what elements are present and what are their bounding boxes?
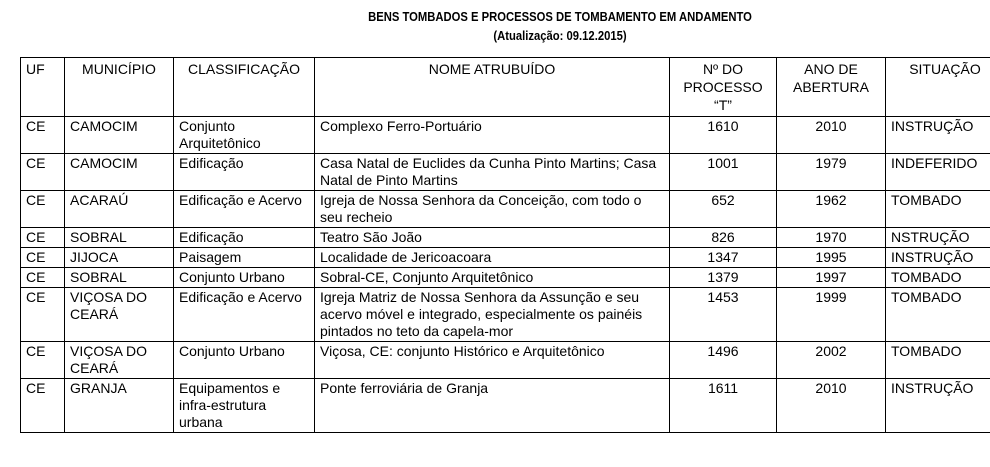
cell-classificacao: Conjunto Urbano xyxy=(174,268,315,288)
cell-nome: Ponte ferroviária de Granja xyxy=(315,379,670,433)
cell-ano: 2002 xyxy=(777,342,886,379)
cell-classificacao: Edificação xyxy=(174,228,315,248)
cell-nome: Sobral-CE, Conjunto Arquitetônico xyxy=(315,268,670,288)
col-header-nome: NOME ATRUBUÍDO xyxy=(315,58,670,117)
cell-municipio: ACARAÚ xyxy=(65,191,174,228)
cell-situacao: TOMBADO xyxy=(886,288,990,342)
cell-classificacao: Edificação e Acervo xyxy=(174,288,315,342)
col-header-municipio: MUNICÍPIO xyxy=(65,58,174,117)
cell-ano: 2010 xyxy=(777,117,886,154)
cell-situacao: INDEFERIDO xyxy=(886,154,990,191)
cell-municipio: VIÇOSA DO CEARÁ xyxy=(65,288,174,342)
cell-situacao: TOMBADO xyxy=(886,191,990,228)
cell-ano: 1997 xyxy=(777,268,886,288)
cell-classificacao: Equipamentos e infra-estrutura urbana xyxy=(174,379,315,433)
cell-processo: 1496 xyxy=(670,342,777,379)
table-row xyxy=(21,288,990,342)
cell-nome: Igreja de Nossa Senhora da Conceição, com todo o seu recheio xyxy=(315,191,670,228)
table-row xyxy=(21,248,990,268)
table-row xyxy=(21,191,990,228)
heritage-table xyxy=(20,57,990,433)
cell-classificacao: Edificação xyxy=(174,154,315,191)
cell-nome: Localidade de Jericoacoara xyxy=(315,248,670,268)
table-row xyxy=(21,117,990,154)
col-header-processo: Nº DO PROCESSO “T” xyxy=(670,58,777,117)
cell-uf: CE xyxy=(21,228,65,248)
cell-ano: 1970 xyxy=(777,228,886,248)
cell-classificacao: Edificação e Acervo xyxy=(174,191,315,228)
cell-uf: CE xyxy=(21,268,65,288)
table-row xyxy=(21,379,990,433)
cell-nome: Viçosa, CE: conjunto Histórico e Arquitetônico xyxy=(315,342,670,379)
table-row xyxy=(21,154,990,191)
cell-uf: CE xyxy=(21,379,65,433)
cell-situacao: INSTRUÇÃO xyxy=(886,117,990,154)
cell-situacao: TOMBADO xyxy=(886,342,990,379)
cell-municipio: SOBRAL xyxy=(65,268,174,288)
cell-uf: CE xyxy=(21,288,65,342)
cell-classificacao: Conjunto Urbano xyxy=(174,342,315,379)
cell-classificacao: Conjunto Arquitetônico xyxy=(174,117,315,154)
cell-processo: 652 xyxy=(670,191,777,228)
cell-situacao: NSTRUÇÃO xyxy=(886,228,990,248)
cell-processo: 826 xyxy=(670,228,777,248)
cell-ano: 1979 xyxy=(777,154,886,191)
cell-processo: 1453 xyxy=(670,288,777,342)
document-subtitle: (Atualização: 09.12.2015) xyxy=(493,29,627,43)
cell-ano: 1995 xyxy=(777,248,886,268)
cell-municipio: SOBRAL xyxy=(65,228,174,248)
cell-ano: 1999 xyxy=(777,288,886,342)
cell-uf: CE xyxy=(21,154,65,191)
cell-processo: 1347 xyxy=(670,248,777,268)
table-row xyxy=(21,342,990,379)
cell-situacao: INSTRUÇÃO xyxy=(886,379,990,433)
cell-processo: 1001 xyxy=(670,154,777,191)
col-header-classificacao: CLASSIFICAÇÃO xyxy=(174,58,315,117)
cell-nome: Igreja Matriz de Nossa Senhora da Assunção e seu acervo móvel e integrado, especialmente os painéis pintados no teto da capela-mor xyxy=(315,288,670,342)
cell-situacao: INSTRUÇÃO xyxy=(886,248,990,268)
cell-municipio: CAMOCIM xyxy=(65,117,174,154)
col-header-uf: UF xyxy=(21,58,65,117)
cell-uf: CE xyxy=(21,191,65,228)
cell-nome: Casa Natal de Euclides da Cunha Pinto Martins; Casa Natal de Pinto Martins xyxy=(315,154,670,191)
cell-processo: 1379 xyxy=(670,268,777,288)
cell-municipio: CAMOCIM xyxy=(65,154,174,191)
table-row xyxy=(21,268,990,288)
cell-processo: 1610 xyxy=(670,117,777,154)
cell-ano: 2010 xyxy=(777,379,886,433)
cell-classificacao: Paisagem xyxy=(174,248,315,268)
table-row xyxy=(21,228,990,248)
document-title: BENS TOMBADOS E PROCESSOS DE TOMBAMENTO EM ANDAMENTO xyxy=(368,10,752,24)
cell-uf: CE xyxy=(21,117,65,154)
cell-ano: 1962 xyxy=(777,191,886,228)
col-header-situacao: SITUAÇÃO xyxy=(886,58,990,117)
header-row xyxy=(21,58,990,117)
cell-nome: Teatro São João xyxy=(315,228,670,248)
cell-uf: CE xyxy=(21,342,65,379)
col-header-ano: ANO DE ABERTURA xyxy=(777,58,886,117)
cell-uf: CE xyxy=(21,248,65,268)
cell-municipio: JIJOCA xyxy=(65,248,174,268)
cell-nome: Complexo Ferro-Portuário xyxy=(315,117,670,154)
cell-situacao: TOMBADO xyxy=(886,268,990,288)
cell-processo: 1611 xyxy=(670,379,777,433)
cell-municipio: VIÇOSA DO CEARÁ xyxy=(65,342,174,379)
cell-municipio: GRANJA xyxy=(65,379,174,433)
